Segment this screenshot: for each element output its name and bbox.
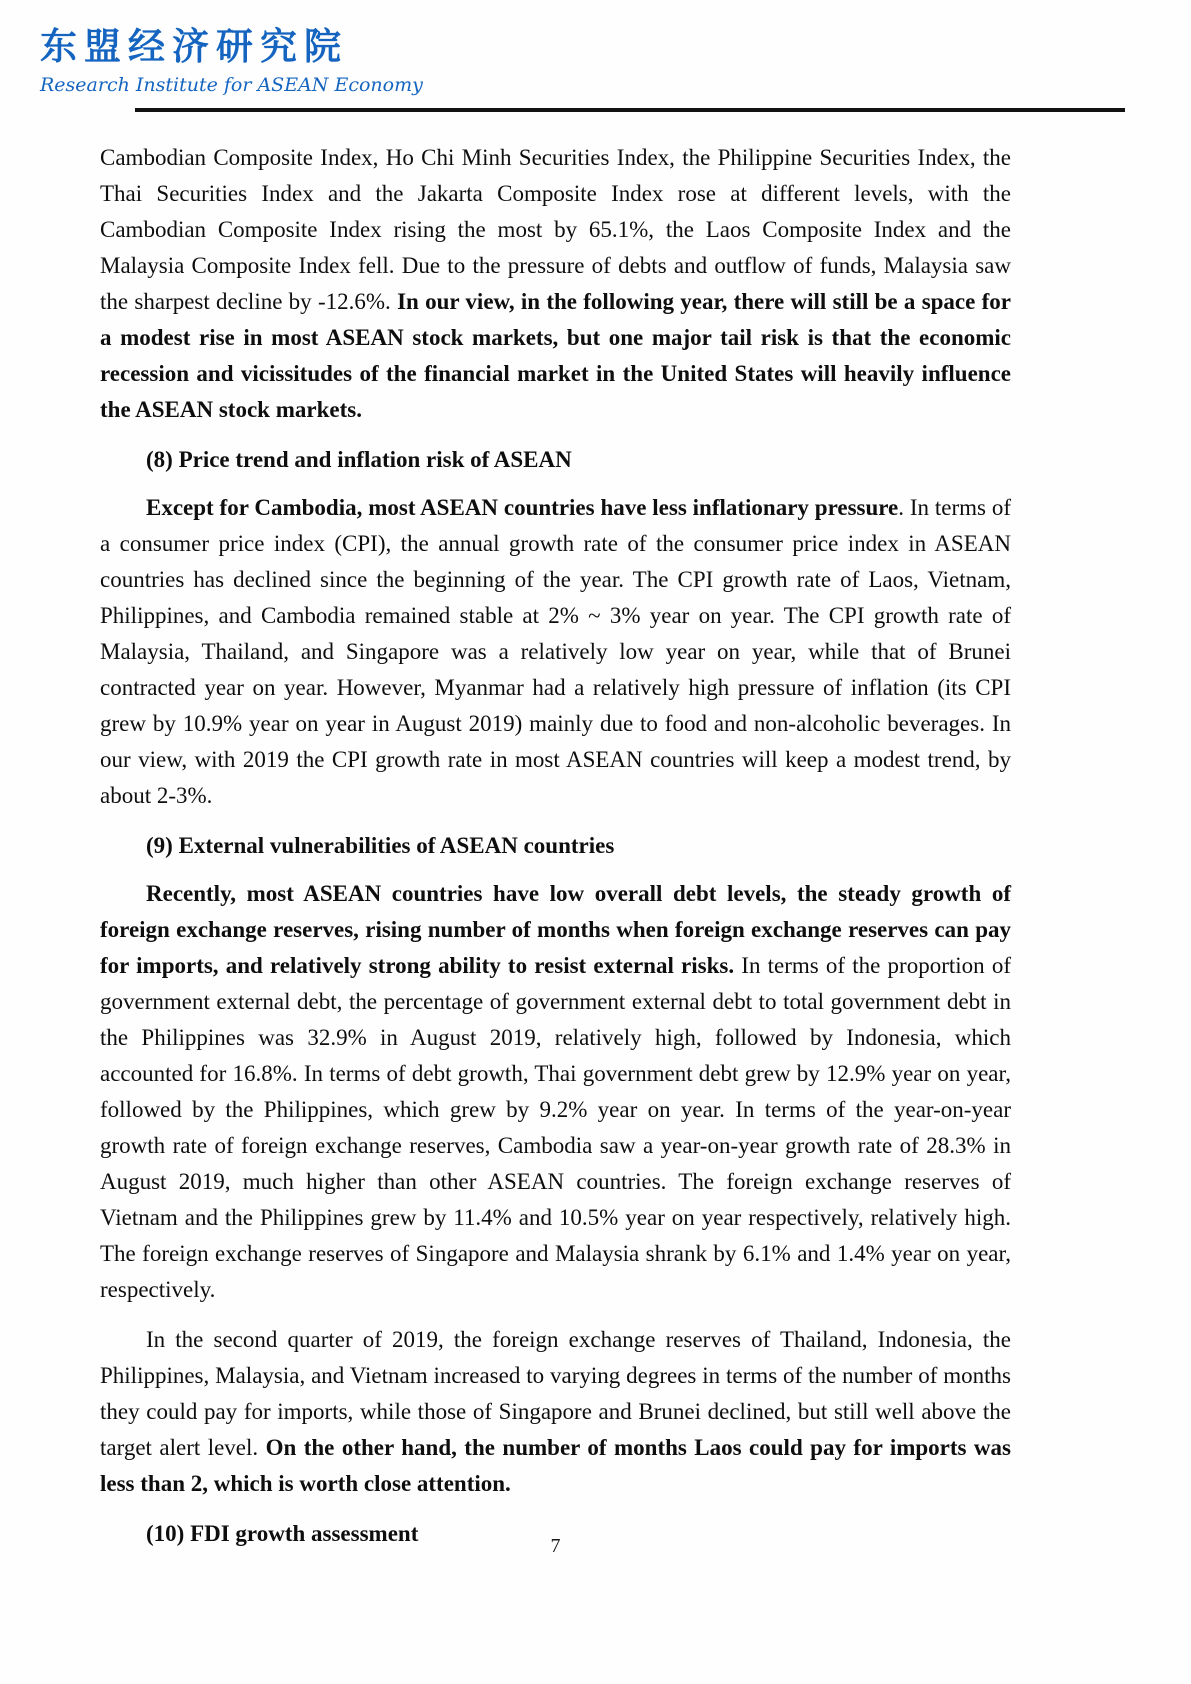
paragraph-external-vulnerabilities [100, 876, 1011, 1308]
paragraph-import-cover-months [100, 1322, 1011, 1502]
paragraph-inflation-pressure [100, 490, 1011, 814]
text-run-bold: On the other hand, the number of months Laos could pay for imports was less than 2, which is worth close attention. [100, 1435, 1011, 1496]
text-run-regular: Cambodian Composite Index, Ho Chi Minh Securities Index, the Philippine Securities Index, the Thai Securities Index and the Jakarta Composite Index rose at different levels, with the Cambodian Composite Index rising the most by 65.1%, the Laos Composite Index and the Malaysia Composite Index fell. Due to the pressure of debts and outflow of funds, Malaysia saw the sharpest decline by -12.6%. [100, 145, 1011, 314]
document-body [100, 140, 1011, 1552]
page-number: 7 [550, 1535, 561, 1557]
letterhead [0, 0, 1191, 112]
text-run-regular: In the second quarter of 2019, the foreign exchange reserves of Thailand, Indonesia, the Philippines, Malaysia, and Vietnam increased to varying degrees in terms of the number of months they could pay for imports, while those of Singapore and Brunei declined, but still well above the target alert level. [100, 1327, 1011, 1460]
header-divider [135, 108, 1125, 112]
logo-chinese-text: 东盟经济研究院 [40, 25, 348, 68]
heading-fdi-growth-assessment: (10) FDI growth assessment [146, 1521, 419, 1546]
heading-price-trend-inflation: (8) Price trend and inflation risk of ASEAN [146, 447, 572, 472]
heading-external-vulnerabilities: (9) External vulnerabilities of ASEAN countries [146, 833, 615, 858]
text-run-regular: . In terms of a consumer price index (CPI), the annual growth rate of the consumer price index in ASEAN countries has declined since the beginning of the year. The CPI growth rate of Laos, Vietnam, Philippines, and Cambodia remained stable at 2% ~ 3% year on year. The CPI growth rate of Malaysia, Thailand, and Singapore was a relatively low year on year, while that of Brunei contracted year on year. However, Myanmar had a relatively high pressure of inflation (its CPI grew by 10.9% year on year in August 2019) mainly due to food and non-alcoholic beverages. In our view, with 2019 the CPI growth rate in most ASEAN countries will keep a modest trend, by about 2-3%. [100, 495, 1012, 808]
text-run-bold: Recently, most ASEAN countries have low overall debt levels, the steady growth of foreign exchange reserves, rising number of months when foreign exchange reserves can pay for imports, and relatively strong ability to resist external risks. [100, 881, 1011, 978]
paragraph-stock-market-outlook [100, 140, 1011, 428]
logo-english-text: Research Institute for ASEAN Economy [40, 74, 423, 96]
text-run-bold: Except for Cambodia, most ASEAN countries have less inflationary pressure [146, 495, 899, 520]
text-run-bold: In our view, in the following year, there will still be a space for a modest rise in most ASEAN stock markets, but one major tail risk is that the economic recession and vicissitudes of the financial market in the United States will heavily influence the ASEAN stock markets. [100, 289, 1011, 422]
text-run-regular: In terms of the proportion of government external debt, the percentage of government external debt to total government debt in the Philippines was 32.9% in August 2019, relatively high, followed by Indonesia, which accounted for 16.8%. In terms of debt growth, Thai government debt grew by 12.9% year on year, followed by the Philippines, which grew by 9.2% year on year. In terms of the year-on-year growth rate of foreign exchange reserves, Cambodia saw a year-on-year growth rate of 28.3% in August 2019, much higher than other ASEAN countries. The foreign exchange reserves of Vietnam and the Philippines grew by 11.4% and 10.5% year on year respectively, relatively high. The foreign exchange reserves of Singapore and Malaysia shrank by 6.1% and 1.4% year on year, respectively. [100, 953, 1012, 1302]
